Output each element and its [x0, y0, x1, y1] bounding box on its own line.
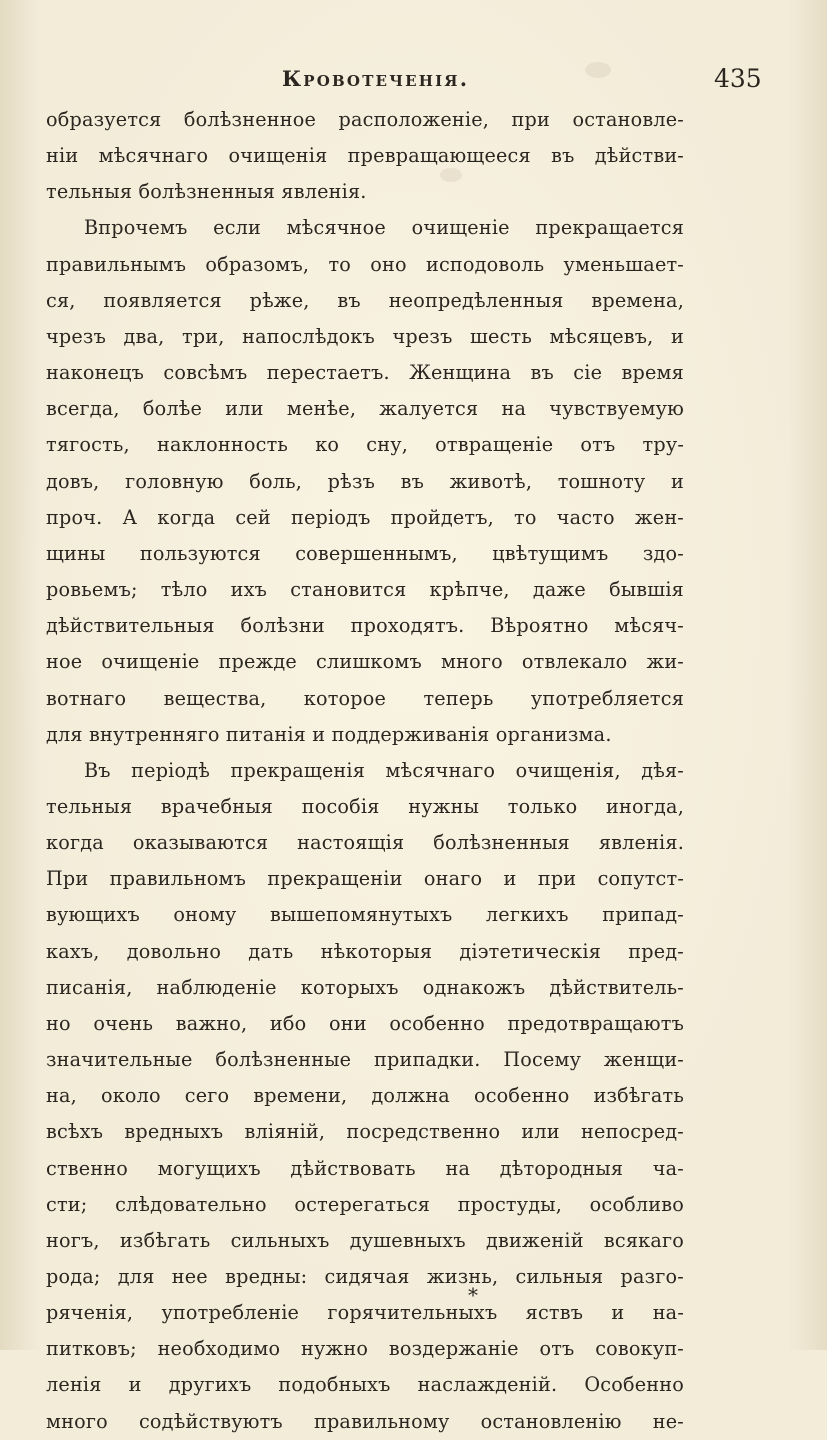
text-line: тельныя врачебныя пособія нужны только иногда, — [46, 794, 684, 818]
text-line: ряченія, употребленіе горячительныхъ яствъ и на- — [46, 1301, 684, 1325]
body-text — [46, 102, 684, 1440]
text-line: когда оказываются настоящія болѣзненныя явленія. — [46, 831, 684, 855]
text-line: сти; слѣдовательно остерегаться простуды, особливо — [46, 1192, 684, 1216]
text-line: ственно могущихъ дѣйствовать на дѣтородныя ча- — [46, 1156, 684, 1180]
text-line: довъ, головную боль, рѣзъ въ животѣ, тошноту и — [46, 469, 684, 493]
text-line: тельныя болѣзненныя явленія. — [46, 180, 367, 204]
text-line: писанія, наблюденіе которыхъ однакожъ дѣйствитель- — [46, 975, 684, 999]
text-line: Впрочемъ если мѣсячное очищеніе прекращается — [84, 216, 684, 240]
text-line: При правильномъ прекращеніи онаго и при сопутст- — [46, 867, 684, 891]
text-line: ленія и другихъ подобныхъ наслажденій. Особенно — [46, 1373, 684, 1397]
text-line: Въ періодѣ прекращенія мѣсячнаго очищенія, дѣя- — [84, 758, 684, 782]
text-line: вующихъ оному вышепомянутыхъ легкихъ припад- — [46, 903, 684, 927]
text-line: образуется болѣзненное расположеніе, при остановле- — [46, 108, 684, 131]
text-line: наконецъ совсѣмъ перестаетъ. Женщина въ сіе время — [46, 361, 684, 385]
text-line: рода; для нее вредны: сидячая жизнь, сильныя разго- — [46, 1265, 684, 1288]
text-line: кахъ, довольно дать нѣкоторыя діэтетическія пред- — [46, 939, 684, 963]
text-line: вотнаго вещества, которое теперь употребляется — [46, 686, 684, 710]
text-line: ногъ, избѣгать сильныхъ душевныхъ движеній всякаго — [46, 1228, 684, 1252]
text-line: дѣйствительныя болѣзни проходятъ. Вѣроятно мѣсяч- — [46, 614, 684, 638]
text-line: щины пользуются совершеннымъ, цвѣтущимъ здо- — [46, 541, 684, 565]
text-line: ніи мѣсячнаго очищенія превращающееся въ дѣйстви- — [46, 144, 684, 168]
text-line: ся, появляется рѣже, въ неопредѣленныя времена, — [46, 288, 684, 312]
page-number: 435 — [714, 64, 762, 93]
running-title: Кровотеченія. — [282, 66, 470, 91]
text-line: но очень важно, ибо они особенно предотвращаютъ — [46, 1011, 684, 1035]
text-line: на, около сего времени, должна особенно избѣгать — [46, 1084, 684, 1108]
text-line: правильнымъ образомъ, то оно исподоволь уменьшает- — [46, 252, 684, 276]
text-line: всѣхъ вредныхъ вліяній, посредственно или непосред- — [46, 1120, 684, 1144]
text-line: ное очищеніе прежде слишкомъ много отвлекало жи- — [46, 650, 684, 674]
text-line: значительные болѣзненные припадки. Посему женщи- — [46, 1048, 684, 1072]
text-line: много содѣйствуютъ правильному остановленію не- — [46, 1409, 684, 1433]
text-line: всегда, болѣе или менѣе, жалуется на чувствуемую — [46, 397, 684, 421]
text-line: чрезъ два, три, напослѣдокъ чрезъ шесть мѣсяцевъ, и — [46, 324, 684, 348]
text-line: проч. А когда сей періодъ пройдетъ, то часто жен- — [46, 505, 684, 529]
text-line: ровьемъ; тѣло ихъ становится крѣпче, даже бывшія — [46, 578, 684, 602]
text-line: для внутренняго питанія и поддерживанія организма. — [46, 722, 612, 746]
page-header — [0, 66, 827, 102]
text-line: питковъ; необходимо нужно воздержаніе отъ совокуп- — [46, 1337, 684, 1361]
signature-mark: * — [468, 1283, 478, 1307]
text-line: тягость, наклонность ко сну, отвращеніе отъ тру- — [46, 433, 684, 457]
